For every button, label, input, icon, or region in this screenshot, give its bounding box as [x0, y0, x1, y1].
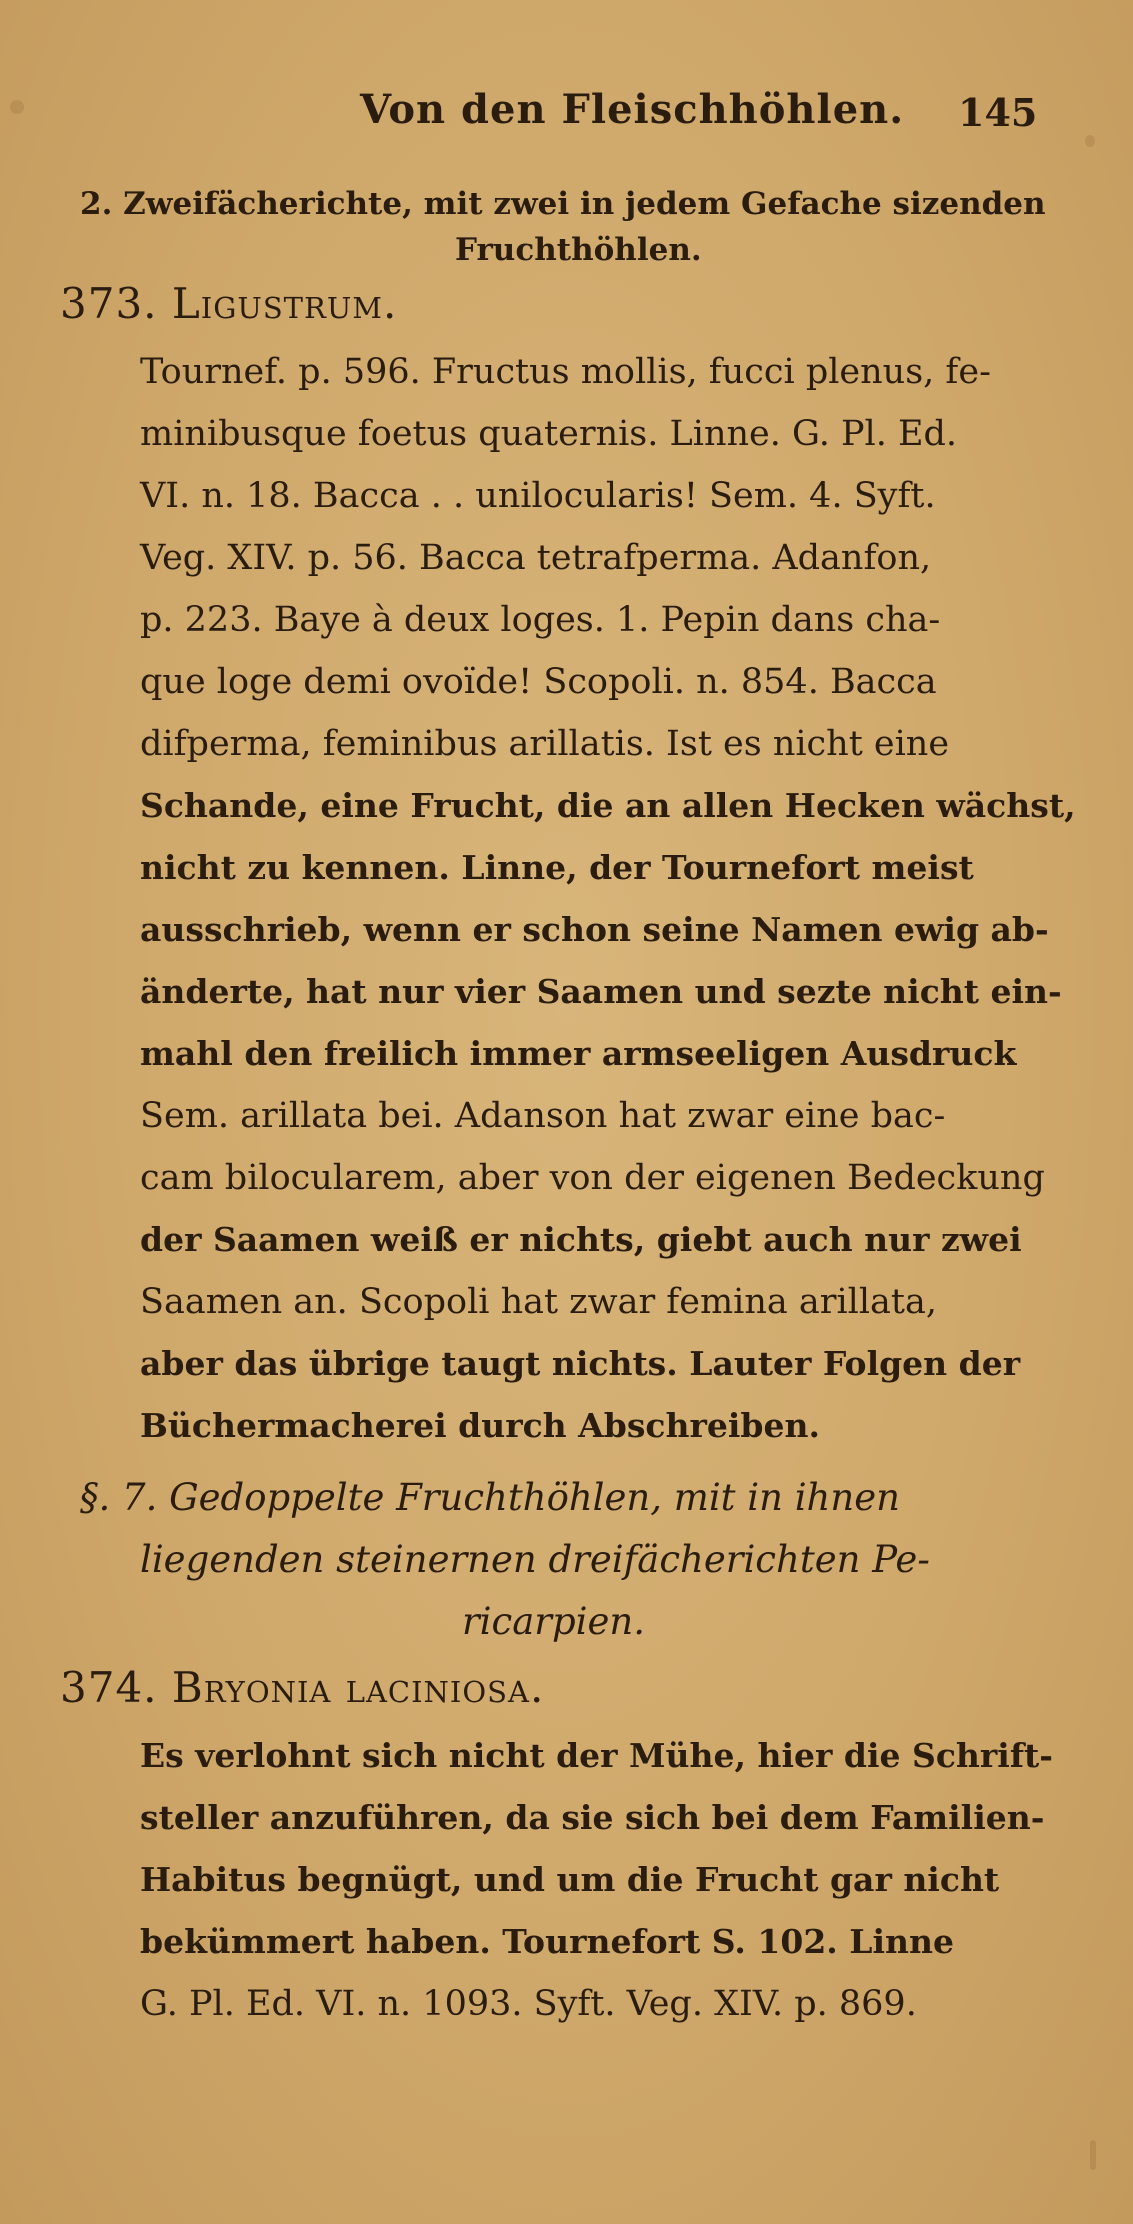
section-7-line-1: §. 7. Gedoppelte Fruchthöhlen, mit in ihnen: [80, 1476, 900, 1519]
entry-373-line: änderte, hat nur vier Saamen und sezte nicht ein-: [140, 972, 1062, 1011]
entry-373-line: mahl den freilich immer armseeligen Ausdruck: [140, 1034, 1017, 1073]
entry-374-line: Es verlohnt sich nicht der Mühe, hier die Schrift-: [140, 1736, 1053, 1775]
entry-374-line: bekümmert haben. Tournefort S. 102. Linne: [140, 1922, 954, 1961]
entry-374-heading: 374. Bryonia laciniosa.: [60, 1663, 545, 1712]
entry-373-line: aber das übrige taugt nichts. Lauter Folgen der: [140, 1344, 1021, 1383]
entry-373-heading: 373. Ligustrum.: [60, 279, 398, 328]
entry-373-line: que loge demi ovoïde! Scopoli. n. 854. Bacca: [140, 662, 937, 702]
entry-373-line: p. 223. Baye à deux loges. 1. Pepin dans cha-: [140, 600, 941, 640]
entry-373-line: minibusque foetus quaternis. Linne. G. Pl. Ed.: [140, 414, 958, 454]
entry-373-line: nicht zu kennen. Linne, der Tournefort meist: [140, 848, 974, 887]
entry-373-line: Veg. XIV. p. 56. Bacca tetrafperma. Adanfon,: [140, 538, 932, 578]
entry-373-line: VI. n. 18. Bacca . . unilocularis! Sem. 4. Syft.: [140, 476, 936, 516]
entry-373-line: difperma, feminibus arillatis. Ist es nicht eine: [140, 724, 950, 764]
entry-373-line: Saamen an. Scopoli hat zwar femina arillata,: [140, 1282, 937, 1322]
entry-374-line: steller anzuführen, da sie sich bei dem Familien-: [140, 1798, 1045, 1837]
section-7-line-2: liegenden steinernen dreifächerichten Pe-: [140, 1538, 930, 1581]
entry-374-line: Habitus begnügt, und um die Frucht gar nicht: [140, 1860, 1000, 1899]
running-title: Von den Fleischhöhlen.: [360, 86, 905, 133]
entry-374-line: G. Pl. Ed. VI. n. 1093. Syft. Veg. XIV. p. 869.: [140, 1984, 917, 2024]
section-7-line-3: ricarpien.: [462, 1600, 645, 1643]
entry-373-line: Schande, eine Frucht, die an allen Hecken wächst,: [140, 786, 1076, 825]
page-number: 145: [958, 90, 1038, 135]
item-2-line-2: Fruchthöhlen.: [455, 232, 702, 268]
entry-373-line: ausschrieb, wenn er schon seine Namen ewig ab-: [140, 910, 1049, 949]
entry-373-line: der Saamen weiß er nichts, giebt auch nur zwei: [140, 1220, 1022, 1259]
entry-373-line: Sem. arillata bei. Adanson hat zwar eine bac-: [140, 1096, 946, 1136]
entry-373-line: cam bilocularem, aber von der eigenen Bedeckung: [140, 1158, 1045, 1198]
entry-373-line: Büchermacherei durch Abschreiben.: [140, 1406, 820, 1445]
page-header: [0, 86, 1133, 146]
paper-stain: [1090, 2140, 1096, 2170]
entry-373-line: Tournef. p. 596. Fructus mollis, fucci plenus, fe-: [140, 352, 991, 392]
item-2-line-1: 2. Zweifächerichte, mit zwei in jedem Gefache sizenden: [80, 186, 1046, 222]
